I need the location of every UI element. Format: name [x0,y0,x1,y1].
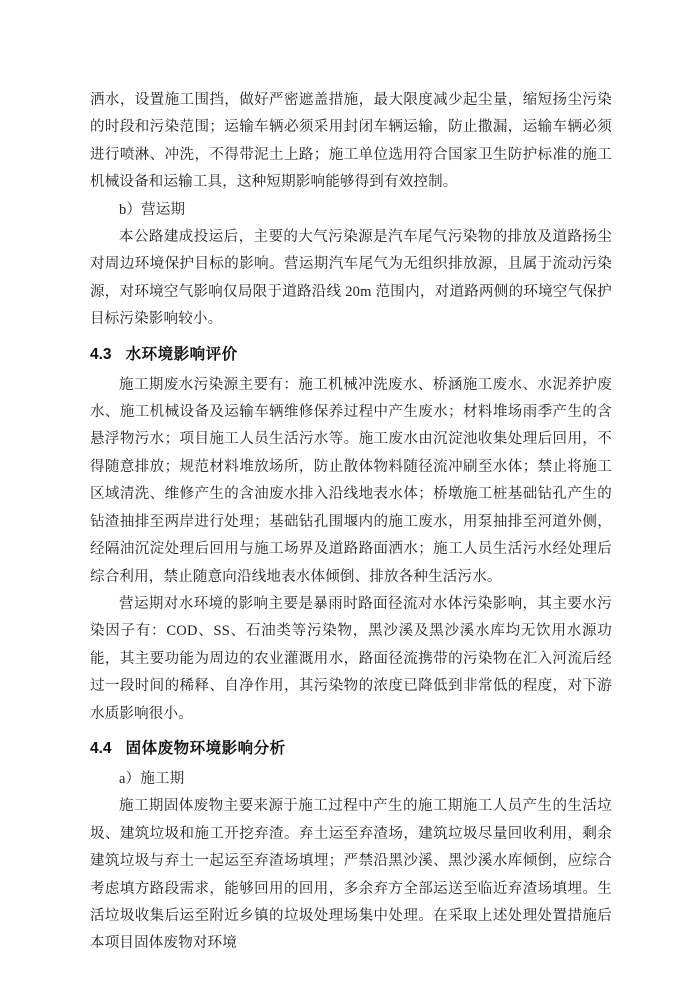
section-heading-4-4 [90,735,612,762]
paragraph-construction-solid-waste: 施工期固体废物主要来源于施工过程中产生的施工期施工人员产生的生活垃圾、建筑垃圾和施工开挖弃渣。弃土运至弃渣场，建筑垃圾尽量回收利用，剩余建筑垃圾与弃土一起运至弃渣场填埋；严禁沿黑沙溪、黑沙溪水库倾倒，应综合考虑填方路段需求，能够回用的回用，多余弃方全部运送至临近弃渣场填埋。生活垃圾收集后运至附近乡镇的垃圾处理场集中处理。在采取上述处理处置措施后本项目固体废物对环境 [90,798,612,952]
list-label-construction-period-a: a）施工期 [119,770,185,787]
paragraph-dust-control-continuation: 洒水，设置施工围挡，做好严密遮盖措施，最大限度减少起尘量，缩短扬尘污染的时段和污染范围；运输车辆必须采用封闭车辆运输，防止撒漏，运输车辆必须进行喷淋、冲洗，不得带泥土上路；施工单位选用符合国家卫生防护标准的施工机械设备和运输工具，这种短期影响能够得到有效控制。 [90,92,612,191]
section-title: 水环境影响评价 [125,345,238,363]
list-label-operation-period-b: b）营运期 [119,201,186,218]
paragraph-operation-water-impact: 营运期对水环境的影响主要是暴雨时路面径流对水体污染影响，其主要水污染因子有：COD、SS、石油类等污染物，黑沙溪及黑沙溪水库均无饮用水源功能，其主要功能为周边的农业灌溉用水，路面径流携带的污染物在汇入河流后经过一段时间的稀释、自净作用，其污染物的浓度已降低到非常低的程度，对下游水质影响很小。 [90,595,612,722]
paragraph-construction-wastewater: 施工期废水污染源主要有：施工机械冲洗废水、桥涵施工废水、水泥养护废水、施工机械设备及运输车辆维修保养过程中产生废水；材料堆场雨季产生的含悬浮物污水；项目施工人员生活污水等。施工废水由沉淀池收集处理后回用，不得随意排放；规范材料堆放场所，防止散体物料随径流冲刷至水体；禁止将施工区域清洗、维修产生的含油废水排入沿线地表水体；桥墩施工桩基础钻孔产生的钻渣抽排至两岸进行处理；基础钻孔围堰内的施工废水，用泵抽排至河道外侧，经隔油沉淀处理后回用与施工场界及道路路面洒水；施工人员生活污水经处理后综合利用，禁止随意向沿线地表水体倾倒、排放各种生活污水。 [90,376,612,585]
section-title: 固体废物环境影响分析 [125,739,286,757]
section-heading-4-3 [90,341,612,368]
section-number: 4.3 [90,345,112,363]
paragraph-operation-air-impact: 本公路建成投运后，主要的大气污染源是汽车尾气污染物的排放及道路扬尘对周边环境保护目标的影响。营运期汽车尾气为无组织排放源，且属于流动污染源，对环境空气影响仅局限于道路沿线 20m 范围内，对道路两侧的环境空气保护目标污染影响较小。 [90,229,612,328]
section-number: 4.4 [90,739,112,757]
